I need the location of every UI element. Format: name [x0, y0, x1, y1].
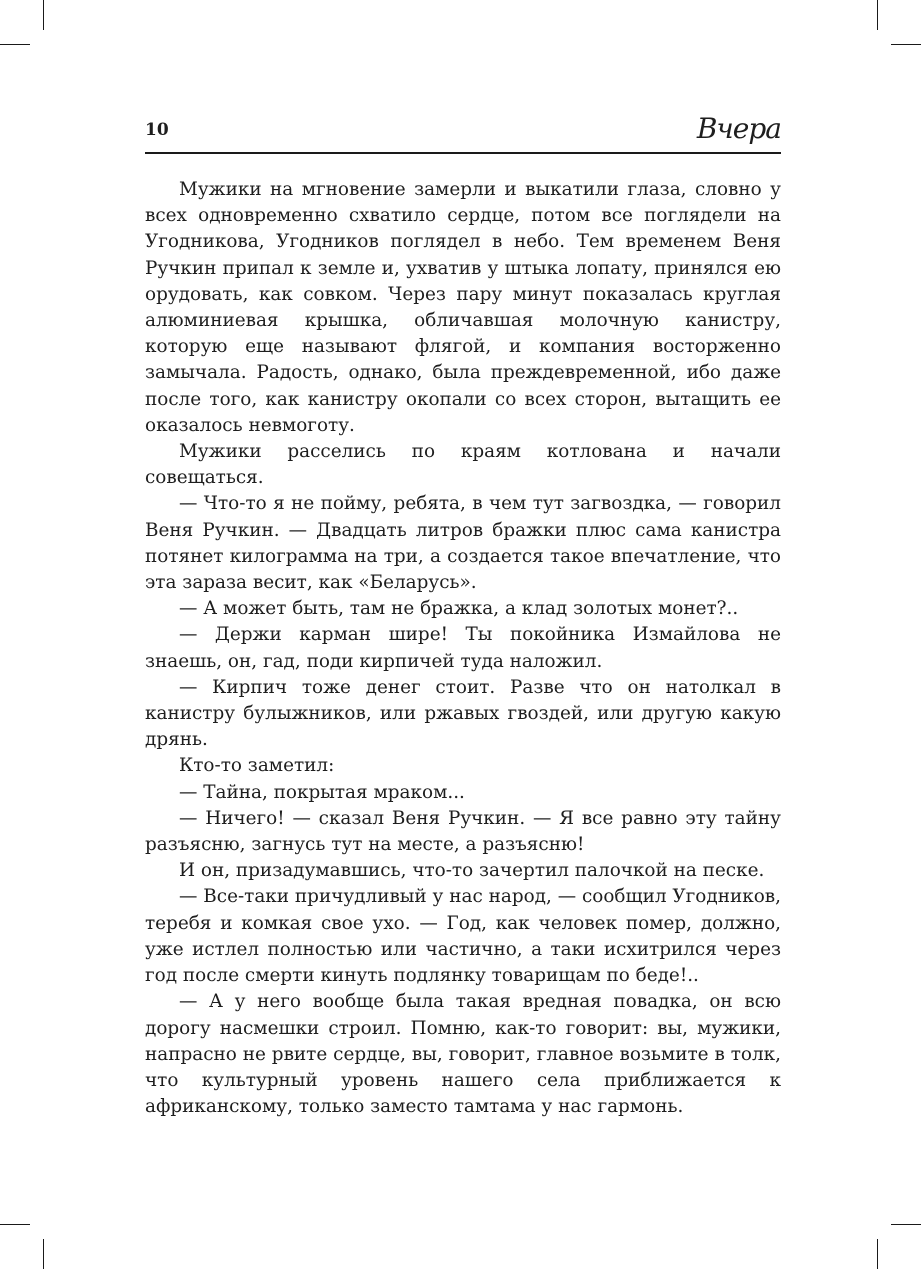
dialogue-line: — Кирпич тоже денег стоит. Разве что он натолкал в канистру булыжников, или ржавых гвоздей, или другую какую дрянь. [145, 676, 781, 751]
crop-mark-top-left [43, 0, 44, 30]
crop-mark-bottom-right-h [891, 1224, 921, 1225]
dialogue-line: — Что-то я не пойму, ребята, в чем тут загвоздка, — говорил Веня Ручкин. — Двадцать литров бражки плюс сама канистра потянет килограмма на три, а создается такое впечатление, что эта зараза весит, как «Беларусь». [145, 493, 781, 594]
running-title: Вчера [696, 112, 781, 145]
paragraph: Мужики на мгновение замерли и выкатили глаза, словно у всех одновременно схватило сердце, потом все поглядели на Угодникова, Угодников поглядел в небо. Тем временем Веня Ручкин припал к земле и, ухватив у штыка лопату, принялся ею орудовать, как совком. Через пару минут показалась круглая алюминиевая крышка, обличавшая молочную канистру, которую еще называют флягой, и компания восторженно замычала. Радость, однако, была преждевременной, ибо даже после того, как канистру окопали со всех сторон, вытащить ее оказалось невмоготу. [145, 179, 781, 436]
dialogue-line: — Ничего! — сказал Веня Ручкин. — Я все равно эту тайну разъясню, загнусь тут на месте, а разъясню! [145, 807, 781, 856]
header-rule [145, 152, 781, 154]
dialogue-line: — А у него вообще была такая вредная повадка, он всю дорогу насмешки строил. Помню, как-то говорит: вы, мужики, напрасно не рвите сердце, вы, говорит, главное возьмите в толк, что культурный уровень нашего села приближается к африканскому, только заместо тамтама у нас гармонь. [145, 991, 781, 1118]
crop-mark-bottom-left-h [0, 1224, 30, 1225]
crop-mark-bottom-right [877, 1239, 878, 1269]
page-number: 10 [145, 120, 169, 140]
crop-mark-top-right [877, 0, 878, 30]
crop-mark-top-right-h [891, 44, 921, 45]
page-header [145, 112, 781, 150]
dialogue-line: — Держи карман шире! Ты покойника Измайлова не знаешь, он, гад, поди кирпичей туда наложил. [145, 624, 781, 672]
paragraph: Кто-то заметил: [179, 755, 335, 777]
dialogue-line: — Все-таки причудливый у нас народ, — сообщил Угодников, теребя и комкая свое ухо. — Год, как человек помер, должно, уже истлел полностью или частично, а таки исхитрился через год после смерти кинуть подлянку товарищам по беде!.. [145, 886, 781, 987]
body-text [145, 177, 781, 1120]
dialogue-line: — Тайна, покрытая мраком... [179, 781, 465, 803]
crop-mark-bottom-left [43, 1239, 44, 1269]
paragraph: И он, призадумавшись, что-то зачертил палочкой на песке. [179, 860, 765, 882]
paragraph: Мужики расселись по краям котлована и начали совещаться. [145, 441, 781, 489]
dialogue-line: — А может быть, там не бражка, а клад золотых монет?.. [179, 598, 739, 620]
crop-mark-top-left-h [0, 44, 30, 45]
